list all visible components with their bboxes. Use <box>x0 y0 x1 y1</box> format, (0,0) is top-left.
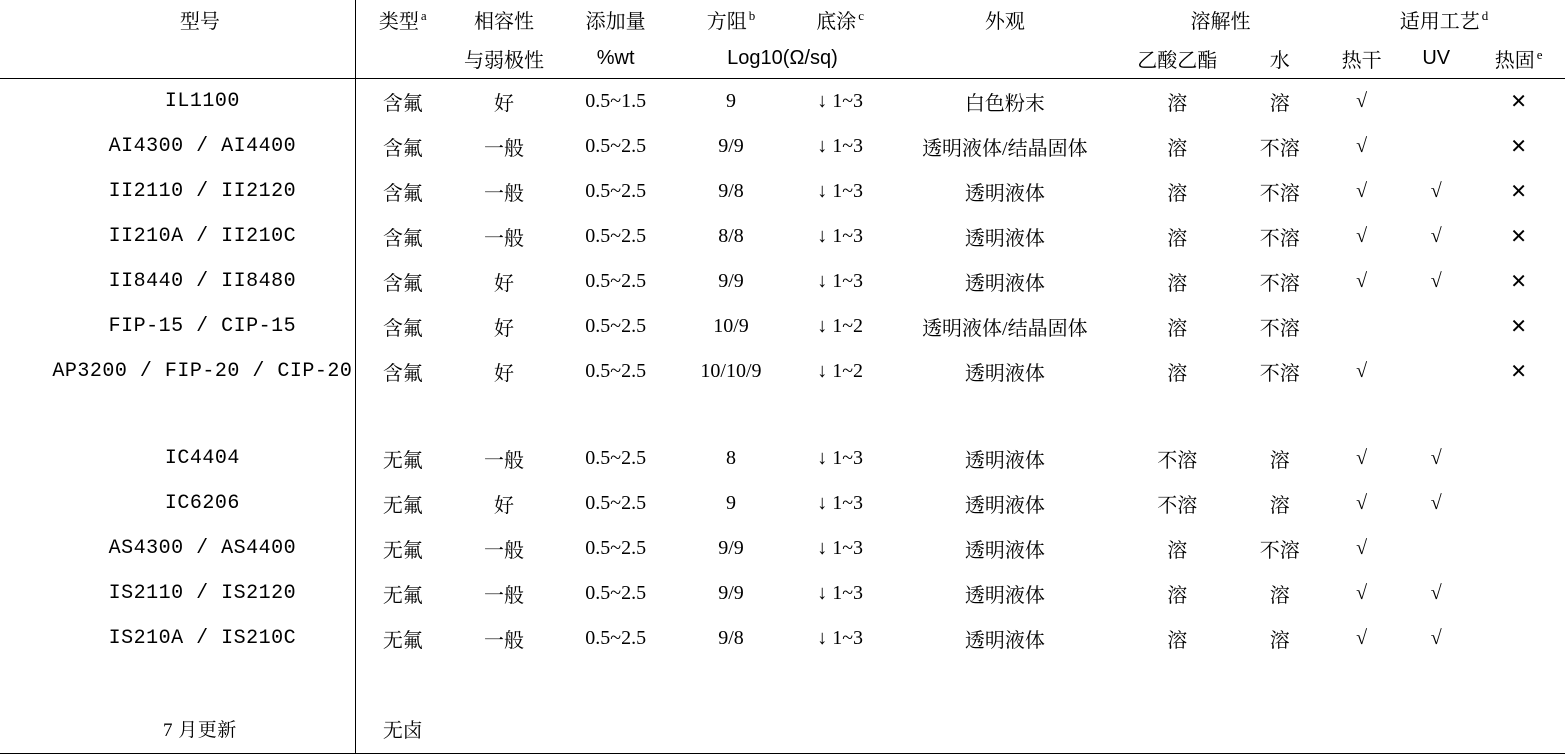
cell-primer: ↓ 1~3 <box>817 627 864 649</box>
cell-process-uv <box>1400 79 1472 124</box>
cell-amount: 0.5~2.5 <box>585 447 647 469</box>
cell-solubility-water: 不溶 <box>1259 183 1300 205</box>
cell-process-thermal-cure: ✕ <box>1510 361 1527 383</box>
cell-solubility-ethyl-acetate: 溶 <box>1167 585 1188 607</box>
column-header-amount <box>558 0 673 38</box>
cell-process-heat-dry: √ <box>1356 627 1368 649</box>
cell-solubility-water: 溶 <box>1269 93 1290 115</box>
column-header-sheet-resistance-footnote: b <box>748 7 756 23</box>
table-row[interactable] <box>0 259 1565 304</box>
column-header-appearance <box>892 0 1119 38</box>
table-row[interactable] <box>0 304 1565 349</box>
footer-update-note: 7 月更新 <box>0 703 355 753</box>
column-header-sheet-resistance <box>673 0 788 38</box>
cell-solubility-ethyl-acetate: 溶 <box>1167 183 1188 205</box>
table-row[interactable] <box>0 571 1565 616</box>
group-spacer <box>0 394 1565 436</box>
column-header-model <box>0 0 355 38</box>
cell-process-thermal-cure: ✕ <box>1510 181 1527 203</box>
footer-spacer-rest <box>355 661 1565 703</box>
column-subheader-solubility-water <box>1236 38 1322 79</box>
cell-amount: 0.5~2.5 <box>585 135 647 157</box>
cell-type: 含氟 <box>382 363 423 385</box>
cell-model: IS210A / IS210C <box>0 616 355 661</box>
cell-primer: ↓ 1~3 <box>817 135 864 157</box>
cell-appearance: 透明液体 <box>964 630 1045 652</box>
cell-process-thermal-cure: ✕ <box>1510 91 1527 113</box>
cell-sheet-resistance: 10/10/9 <box>700 360 762 382</box>
cell-type: 无氟 <box>382 450 423 472</box>
table-row[interactable] <box>0 124 1565 169</box>
cell-process-thermal-cure <box>1472 571 1565 616</box>
cell-process-uv: √ <box>1430 270 1442 292</box>
cell-compatibility: 好 <box>493 363 514 385</box>
cell-process-thermal-cure <box>1472 481 1565 526</box>
cell-type: 无氟 <box>382 630 423 652</box>
cell-solubility-ethyl-acetate: 溶 <box>1167 630 1188 652</box>
cell-sheet-resistance: 8/8 <box>718 225 744 247</box>
cell-process-uv: √ <box>1430 582 1442 604</box>
cell-amount: 0.5~2.5 <box>585 315 647 337</box>
cell-appearance: 透明液体/结晶固体 <box>922 138 1088 160</box>
cell-compatibility: 好 <box>493 495 514 517</box>
cell-compatibility: 一般 <box>483 450 524 472</box>
cell-primer: ↓ 1~2 <box>817 315 864 337</box>
column-subheader-amount-label: %wt <box>596 46 635 69</box>
column-subheader-process-heat-dry-label: 热干 <box>1341 49 1382 72</box>
cell-solubility-ethyl-acetate: 溶 <box>1167 318 1188 340</box>
cell-appearance: 白色粉末 <box>964 93 1045 115</box>
cell-amount: 0.5~2.5 <box>585 492 647 514</box>
column-header-primer <box>789 0 892 38</box>
cell-type: 含氟 <box>382 273 423 295</box>
column-header-compatibility-label: 相容性 <box>473 10 534 33</box>
footer-halogen-free: 无卤 <box>382 719 423 742</box>
cell-appearance: 透明液体 <box>964 450 1045 472</box>
cell-process-uv <box>1400 526 1472 571</box>
table-footer-row <box>0 703 1565 753</box>
cell-process-uv: √ <box>1430 225 1442 247</box>
cell-compatibility: 好 <box>493 318 514 340</box>
cell-compatibility: 好 <box>493 93 514 115</box>
footer-spacer-model <box>0 661 355 703</box>
cell-compatibility: 一般 <box>483 540 524 562</box>
cell-process-uv: √ <box>1430 447 1442 469</box>
cell-solubility-ethyl-acetate: 溶 <box>1167 93 1188 115</box>
cell-solubility-water: 溶 <box>1269 630 1290 652</box>
cell-type: 无氟 <box>382 495 423 517</box>
table-header-row-primary <box>0 0 1565 38</box>
cell-process-uv <box>1400 124 1472 169</box>
column-subheader-process-thermal-cure-label: 热固 <box>1494 49 1535 72</box>
column-subheader-model-empty <box>0 38 355 79</box>
cell-amount: 0.5~2.5 <box>585 270 647 292</box>
cell-process-thermal-cure: ✕ <box>1510 136 1527 158</box>
column-subheader-solubility-water-label: 水 <box>1269 49 1290 72</box>
cell-amount: 0.5~2.5 <box>585 180 647 202</box>
cell-process-heat-dry: √ <box>1356 180 1368 202</box>
column-subheader-compatibility <box>450 38 558 79</box>
cell-process-uv <box>1400 349 1472 394</box>
cell-sheet-resistance: 9/9 <box>718 582 744 604</box>
cell-compatibility: 一般 <box>483 138 524 160</box>
table-bottom-divider <box>0 753 1565 754</box>
cell-process-heat-dry: √ <box>1356 447 1368 469</box>
cell-sheet-resistance: 9/8 <box>718 627 744 649</box>
cell-solubility-ethyl-acetate: 溶 <box>1167 138 1188 160</box>
cell-solubility-water: 不溶 <box>1259 273 1300 295</box>
cell-process-thermal-cure <box>1472 526 1565 571</box>
cell-type: 含氟 <box>382 93 423 115</box>
cell-process-thermal-cure <box>1472 616 1565 661</box>
cell-model: IS2110 / IS2120 <box>0 571 355 616</box>
column-header-process-label: 适用工艺 <box>1399 10 1480 33</box>
cell-primer: ↓ 1~3 <box>817 492 864 514</box>
cell-primer: ↓ 1~2 <box>817 360 864 382</box>
cell-type: 含氟 <box>382 318 423 340</box>
cell-amount: 0.5~2.5 <box>585 537 647 559</box>
cell-process-heat-dry <box>1323 304 1400 349</box>
cell-solubility-ethyl-acetate: 溶 <box>1167 273 1188 295</box>
cell-process-thermal-cure <box>1472 436 1565 481</box>
cell-model: II210A / II210C <box>0 214 355 259</box>
cell-compatibility: 好 <box>493 273 514 295</box>
cell-amount: 0.5~2.5 <box>585 225 647 247</box>
cell-process-heat-dry: √ <box>1356 360 1368 382</box>
column-header-compatibility <box>450 0 558 38</box>
cell-solubility-water: 溶 <box>1269 450 1290 472</box>
column-header-appearance-label: 外观 <box>984 10 1025 33</box>
cell-primer: ↓ 1~3 <box>817 270 864 292</box>
cell-solubility-ethyl-acetate: 溶 <box>1167 228 1188 250</box>
footer-empty <box>450 703 1565 753</box>
cell-type: 无氟 <box>382 585 423 607</box>
column-subheader-solubility-ethyl-acetate <box>1118 38 1236 79</box>
column-subheader-process-heat-dry <box>1323 38 1400 79</box>
cell-process-heat-dry: √ <box>1356 225 1368 247</box>
cell-sheet-resistance: 9/9 <box>718 270 744 292</box>
cell-solubility-water: 溶 <box>1269 495 1290 517</box>
cell-primer: ↓ 1~3 <box>817 90 864 112</box>
cell-type: 含氟 <box>382 228 423 250</box>
cell-sheet-resistance: 9/9 <box>718 135 744 157</box>
cell-primer: ↓ 1~3 <box>817 225 864 247</box>
cell-appearance: 透明液体 <box>964 183 1045 205</box>
cell-amount: 0.5~2.5 <box>585 627 647 649</box>
column-subheader-process-thermal-cure-footnote: e <box>1536 46 1543 62</box>
cell-model: AI4300 / AI4400 <box>0 124 355 169</box>
column-header-solubility <box>1118 0 1323 38</box>
table-row[interactable] <box>0 214 1565 259</box>
cell-solubility-water: 溶 <box>1269 585 1290 607</box>
column-header-sheet-resistance-label: 方阻 <box>706 10 747 33</box>
cell-type: 含氟 <box>382 183 423 205</box>
cell-amount: 0.5~2.5 <box>585 582 647 604</box>
table-row[interactable] <box>0 436 1565 481</box>
column-header-model-label: 型号 <box>179 10 220 33</box>
cell-model: II8440 / II8480 <box>0 259 355 304</box>
table-row[interactable] <box>0 169 1565 214</box>
cell-process-uv: √ <box>1430 180 1442 202</box>
cell-model: IL1100 <box>0 79 355 124</box>
column-subheader-sheet-resistance-label: Log10(Ω/sq) <box>727 46 838 69</box>
column-subheader-solubility-ethyl-acetate-label: 乙酸乙酯 <box>1137 49 1218 72</box>
footer-spacer <box>0 661 1565 703</box>
cell-appearance: 透明液体 <box>964 540 1045 562</box>
cell-appearance: 透明液体 <box>964 495 1045 517</box>
column-header-primer-footnote: c <box>858 7 864 23</box>
column-header-process <box>1323 0 1565 38</box>
column-subheader-process-uv-label: UV <box>1422 46 1451 69</box>
cell-process-uv: √ <box>1430 492 1442 514</box>
cell-type: 无氟 <box>382 540 423 562</box>
cell-process-heat-dry: √ <box>1356 537 1368 559</box>
cell-process-heat-dry: √ <box>1356 270 1368 292</box>
table-row[interactable] <box>0 616 1565 661</box>
cell-process-heat-dry: √ <box>1356 582 1368 604</box>
cell-sheet-resistance: 10/9 <box>713 315 749 337</box>
cell-appearance: 透明液体 <box>964 585 1045 607</box>
cell-model: II2110 / II2120 <box>0 169 355 214</box>
cell-solubility-ethyl-acetate: 不溶 <box>1157 450 1198 472</box>
column-subheader-amount <box>558 38 673 79</box>
group-spacer-rest <box>355 394 1565 436</box>
column-header-type <box>355 0 450 38</box>
cell-process-uv <box>1400 304 1472 349</box>
cell-model: AS4300 / AS4400 <box>0 526 355 571</box>
column-header-type-footnote: a <box>420 7 427 23</box>
cell-model: IC6206 <box>0 481 355 526</box>
cell-solubility-water: 不溶 <box>1259 363 1300 385</box>
column-subheader-process-uv <box>1400 38 1472 79</box>
cell-model: IC4404 <box>0 436 355 481</box>
cell-solubility-ethyl-acetate: 溶 <box>1167 363 1188 385</box>
cell-primer: ↓ 1~3 <box>817 582 864 604</box>
column-header-solubility-label: 溶解性 <box>1190 10 1251 33</box>
column-subheader-type-empty <box>355 38 450 79</box>
table-header-row-secondary <box>0 38 1565 79</box>
cell-primer: ↓ 1~3 <box>817 180 864 202</box>
table-row[interactable] <box>0 481 1565 526</box>
cell-process-heat-dry: √ <box>1356 492 1368 514</box>
table-row[interactable] <box>0 349 1565 394</box>
cell-amount: 0.5~1.5 <box>585 90 647 112</box>
group-spacer-model <box>0 394 355 436</box>
cell-amount: 0.5~2.5 <box>585 360 647 382</box>
cell-appearance: 透明液体 <box>964 228 1045 250</box>
cell-solubility-water: 不溶 <box>1259 318 1300 340</box>
cell-process-heat-dry: √ <box>1356 90 1368 112</box>
cell-solubility-ethyl-acetate: 溶 <box>1167 540 1188 562</box>
column-header-process-footnote: d <box>1481 7 1489 23</box>
table-bottom-divider-line <box>0 753 1565 754</box>
cell-solubility-water: 不溶 <box>1259 228 1300 250</box>
cell-process-heat-dry: √ <box>1356 135 1368 157</box>
cell-sheet-resistance: 9/9 <box>718 537 744 559</box>
cell-compatibility: 一般 <box>483 630 524 652</box>
cell-primer: ↓ 1~3 <box>817 447 864 469</box>
table-row[interactable] <box>0 526 1565 571</box>
cell-sheet-resistance: 8 <box>725 447 736 469</box>
cell-sheet-resistance: 9 <box>725 492 736 514</box>
cell-appearance: 透明液体 <box>964 363 1045 385</box>
cell-appearance: 透明液体/结晶固体 <box>922 318 1088 340</box>
cell-compatibility: 一般 <box>483 585 524 607</box>
cell-compatibility: 一般 <box>483 228 524 250</box>
cell-appearance: 透明液体 <box>964 273 1045 295</box>
cell-solubility-ethyl-acetate: 不溶 <box>1157 495 1198 517</box>
cell-compatibility: 一般 <box>483 183 524 205</box>
column-header-amount-label: 添加量 <box>585 10 646 33</box>
cell-solubility-water: 不溶 <box>1259 540 1300 562</box>
cell-sheet-resistance: 9 <box>725 90 736 112</box>
cell-model: AP3200 / FIP-20 / CIP-20 <box>0 349 355 394</box>
cell-process-uv: √ <box>1430 627 1442 649</box>
cell-primer: ↓ 1~3 <box>817 537 864 559</box>
cell-process-thermal-cure: ✕ <box>1510 316 1527 338</box>
column-header-primer-label: 底涂 <box>816 10 857 33</box>
column-subheader-appearance-empty <box>892 38 1119 79</box>
column-header-type-label: 类型 <box>378 10 419 33</box>
column-subheader-compatibility-label: 与弱极性 <box>463 49 544 72</box>
cell-solubility-water: 不溶 <box>1259 138 1300 160</box>
column-subheader-sheet-resistance <box>673 38 891 79</box>
column-subheader-process-thermal-cure <box>1472 38 1565 79</box>
cell-process-thermal-cure: ✕ <box>1510 271 1527 293</box>
cell-model: FIP-15 / CIP-15 <box>0 304 355 349</box>
cell-sheet-resistance: 9/8 <box>718 180 744 202</box>
cell-process-thermal-cure: ✕ <box>1510 226 1527 248</box>
cell-type: 含氟 <box>382 138 423 160</box>
table-row[interactable] <box>0 79 1565 124</box>
